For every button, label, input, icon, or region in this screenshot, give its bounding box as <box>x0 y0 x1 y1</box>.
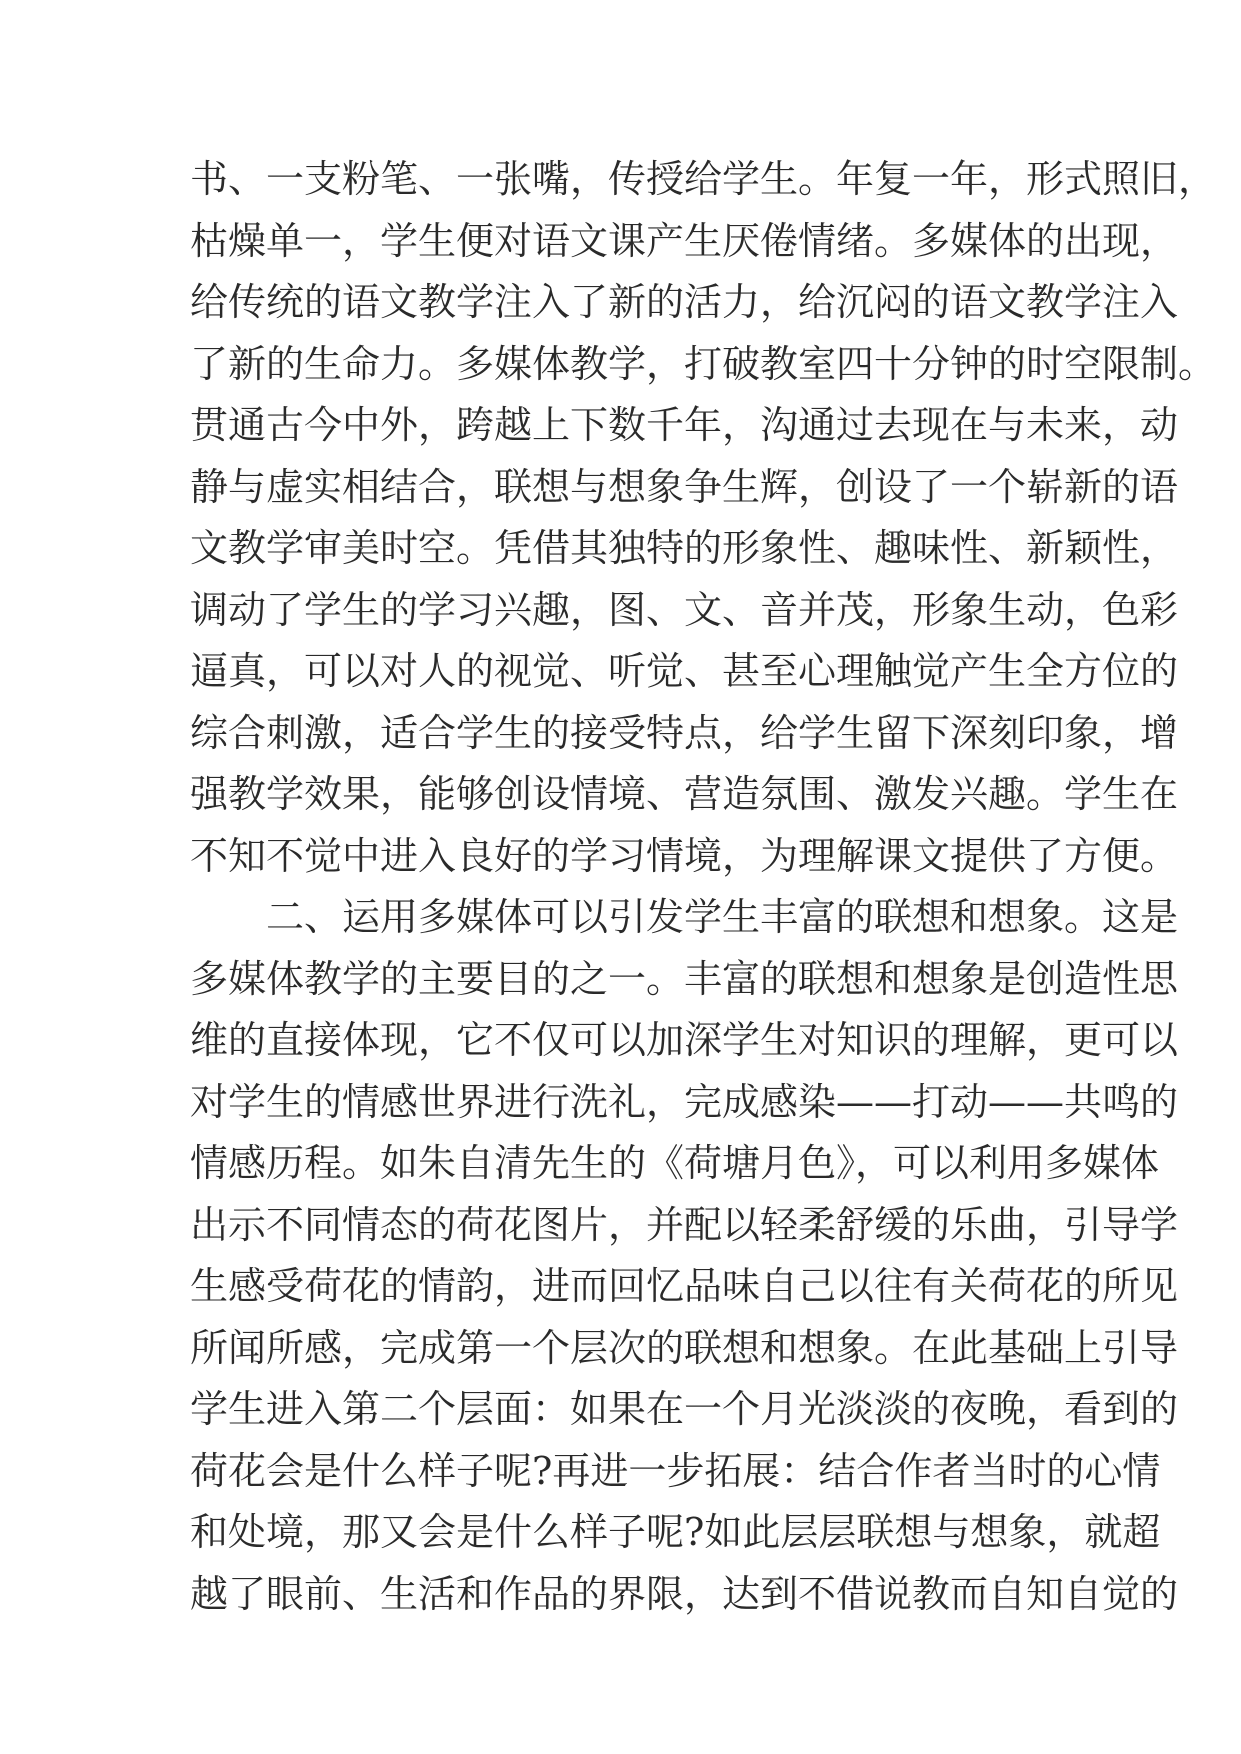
text-line: 静与虚实相结合，联想与想象争生辉，创设了一个崭新的语 <box>190 464 1179 509</box>
text-line: 不知不觉中进入良好的学习情境，为理解课文提供了方便。 <box>190 833 1179 878</box>
text-line: 书、一支粉笔、一张嘴，传授给学生。年复一年，形式照旧， <box>190 157 1217 201</box>
text-line: 对学生的情感世界进行洗礼，完成感染——打动——共鸣的 <box>190 1079 1179 1124</box>
text-line: 所闻所感，完成第一个层次的联想和想象。在此基础上引导 <box>190 1325 1179 1370</box>
text-line: 维的直接体现，它不仅可以加深学生对知识的理解，更可以 <box>190 1018 1179 1062</box>
text-line: 越了眼前、生活和作品的界限，达到不借说教而自知自觉的 <box>190 1571 1179 1616</box>
text-line: 枯燥单一，学生便对语文课产生厌倦情绪。多媒体的出现， <box>190 218 1179 263</box>
text-line: 多媒体教学的主要目的之一。丰富的联想和想象是创造性思 <box>190 956 1179 1001</box>
text-line: 出示不同情态的荷花图片，并配以轻柔舒缓的乐曲，引导学 <box>190 1202 1179 1247</box>
text-line: 逼真，可以对人的视觉、听觉、甚至心理触觉产生全方位的 <box>190 649 1179 693</box>
text-line: 强教学效果，能够创设情境、营造氛围、激发兴趣。学生在 <box>190 772 1179 816</box>
text-line: 文教学审美时空。凭借其独特的形象性、趣味性、新颖性， <box>190 526 1179 570</box>
body-text <box>190 157 1217 1636</box>
text-line: 给传统的语文教学注入了新的活力，给沉闷的语文教学注入 <box>190 280 1179 324</box>
text-line: 学生进入第二个层面：如果在一个月光淡淡的夜晚，看到的 <box>190 1387 1179 1431</box>
text-line: 综合刺激，适合学生的接受特点，给学生留下深刻印象，增 <box>190 710 1179 755</box>
text-line: 贯通古今中外，跨越上下数千年，沟通过去现在与未来，动 <box>190 403 1179 447</box>
text-line: 荷花会是什么样子呢?再进一步拓展：结合作者当时的心情 <box>190 1448 1161 1493</box>
paragraph-heading-line: 二、运用多媒体可以引发学生丰富的联想和想象。这是 <box>266 895 1179 939</box>
text-line: 和处境，那又会是什么样子呢?如此层层联想与想象，就超 <box>190 1510 1161 1554</box>
text-line: 了新的生命力。多媒体教学，打破教室四十分钟的时空限制。 <box>190 341 1217 386</box>
text-line: 情感历程。如朱自清先生的《荷塘月色》，可以利用多媒体 <box>190 1141 1160 1185</box>
text-line: 生感受荷花的情韵，进而回忆品味自己以往有关荷花的所见 <box>190 1264 1179 1308</box>
text-line: 调动了学生的学习兴趣，图、文、音并茂，形象生动，色彩 <box>190 587 1179 632</box>
